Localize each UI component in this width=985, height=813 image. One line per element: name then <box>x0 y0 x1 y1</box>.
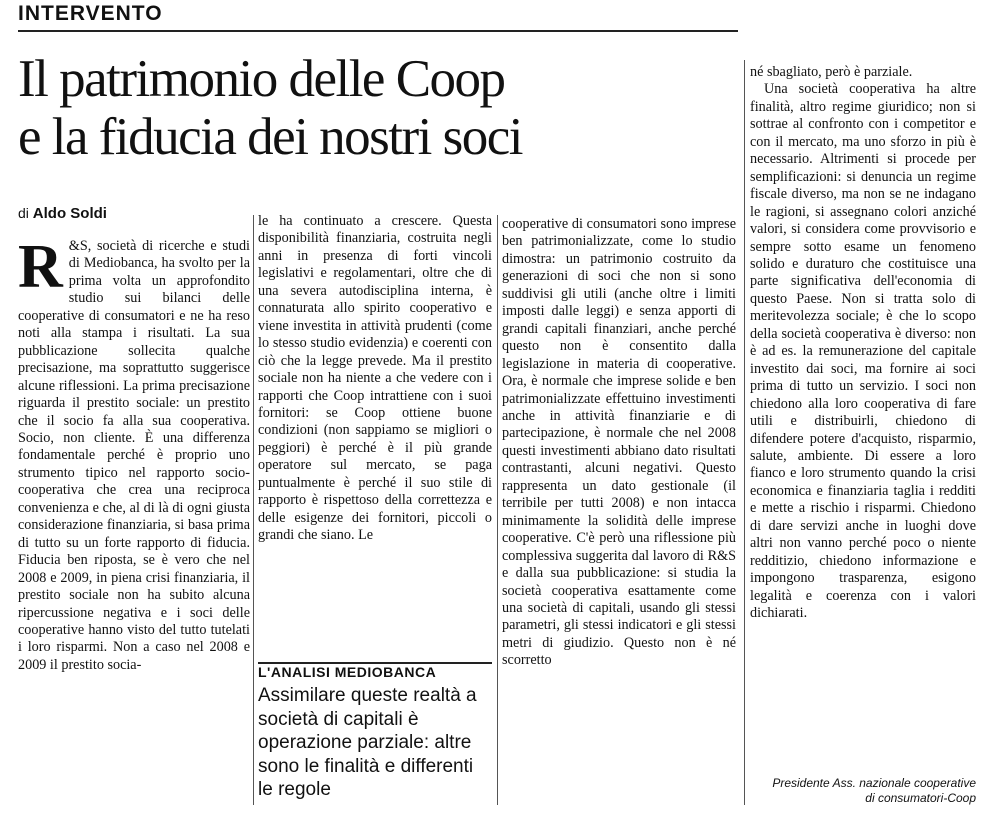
column-divider <box>744 60 745 805</box>
article-column-2 <box>258 213 492 545</box>
article-text: Una società cooperativa ha altre finalità, altro regime giuridico; non si sottrae al confronto con i competitor e con il mercato, ma uno sforzo in più è necessario. Altrimenti si procede per semplificazioni: si denuncia un regime fiscale diverso, ma non se ne indagano le ragioni, si assegnano colori anziché valori, si considera come provvisorio e sempre sotto esame un fenomeno solido e duraturo che costituisce una parte significativa dell'economia di questo Paese. Non si tratta solo di meritevolezza sociale; è che lo scopo della società cooperativa è diverso: non è ad es. la remunerazione del capitale investito dai soci, ma fornire ai soci prima di tutto un servizio. I soci non chiedono alla loro cooperativa di fare utili e distribuirli, chiedono di difendere potere d'acquisto, risparmio, salute, ambiente. Di essere a loro fianco e loro strumento quando la crisi economica e finanziaria taglia i redditi e mette a rischio i risparmi. Chiedono di dare servizi anche in luoghi dove altri non vanno perché poco o niente redditizio, chiedono informazione e impongono trasparenza, esigono legalità e coerenza con i valori dichiarati. <box>750 81 976 622</box>
article-column-4 <box>750 64 976 623</box>
signature-title: Presidente Ass. nazionale cooperative <box>772 776 976 790</box>
author-name: Aldo Soldi <box>32 205 107 222</box>
author-signature <box>750 776 976 806</box>
headline-line-1: Il patrimonio delle Coop <box>18 50 505 108</box>
pull-quote: Assimilare queste realtà a società di capitali è operazione parziale: altre sono le finalità e differenti le regole <box>258 685 477 800</box>
article-text: né sbagliato, però è parziale. <box>750 64 913 80</box>
dropcap: R <box>18 233 63 301</box>
article-text: &S, società di ricerche e studi di Mediobanca, ha svolto per la prima volta un approfondito studio sui bilanci delle cooperative di consumatori e ne ha reso noti alla stampa i risultati. La sua pubblicazione sollecita qualche precisazione, ma soprattutto suggerisce alcune riflessioni. La prima precisazione riguarda il prestito sociale: un prestito che il socio fa alla sua cooperativa. Socio, non cliente. È una differenza fondamentale perché è proprio uno strumento tipico nel rapporto socio-cooperativa che crea una reciproca convenienza e che, al di là di ogni giusta considerazione finanziaria, si basa prima di tutto su un forte rapporto di fiducia. Fiducia ben riposta, se è vero che nel 2008 e 2009, in piena crisi finanziaria, il prestito sociale non ha subito alcuna ripercussione negativa e i soci delle cooperative hanno visto del tutto tutelati i loro risparmi. Non a caso nel 2008 e 2009 il prestito socia- <box>18 238 250 673</box>
sidebar-label: L'ANALISI MEDIOBANCA <box>258 664 437 680</box>
signature-org: di consumatori-Coop <box>865 791 976 805</box>
byline <box>18 205 107 222</box>
headline <box>18 50 738 166</box>
kicker-divider <box>18 30 738 32</box>
headline-line-2: e la fiducia dei nostri soci <box>18 108 523 166</box>
column-divider <box>497 215 498 805</box>
article-text: cooperative di consumatori sono imprese ben patrimonializzate, come lo studio dimostra: un patrimonio costruito da generazioni di soci che non si sono suddivisi gli utili (anche oltre i limiti imposti dalle leggi) e senza apporti di grandi capitali finanziari, anche perché questo non è consentito dalla legislazione in materia di cooperative. Ora, è normale che imprese solide e ben patrimonializzate effettuino investimenti anche in attività finanziarie e di partecipazione, è normale che nel 2008 questi investimenti abbiano dato risultati contrastanti, alcuni negativi. Questo rappresenta un dato gestionale (il terribile per tutti 2008) e non intacca minimamente la solidità delle imprese cooperative. C'è però una riflessione più complessiva suggerita dal lavoro di R&S e dalla sua pubblicazione: si studia la società cooperativa esattamente come una società di capitali, usando gli stessi parametri, gli stessi indicatori e gli stessi metri di giudizio. Questo non è né scorretto <box>502 216 736 669</box>
byline-prefix: di <box>18 205 29 221</box>
section-kicker: INTERVENTO <box>18 2 163 25</box>
article-column-1 <box>18 233 250 674</box>
article-column-3 <box>502 216 736 670</box>
column-divider <box>253 215 254 805</box>
article-text: le ha continuato a crescere. Questa disponibilità finanziaria, costruita negli anni in presenza di forti vincoli legislativi e regolamentari, oltre che di una severa autodisciplina interna, è connaturata allo spirito cooperativo e viene investita in attività prudenti (come lo stesso studio evidenzia) e coerenti con ciò che la legge prevede. Ma il prestito sociale non ha niente a che vedere con i rapporti che Coop intrattiene con i suoi fornitori: se Coop ottiene buone condizioni (non sappiamo se migliori o peggiori) è perché è il più grande operatore sul mercato, se paga puntualmente è perché il suo stile di rapporto è rispettoso della correttezza e delle esigenze dei fornitori, piccoli o grandi che siano. Le <box>258 213 492 544</box>
